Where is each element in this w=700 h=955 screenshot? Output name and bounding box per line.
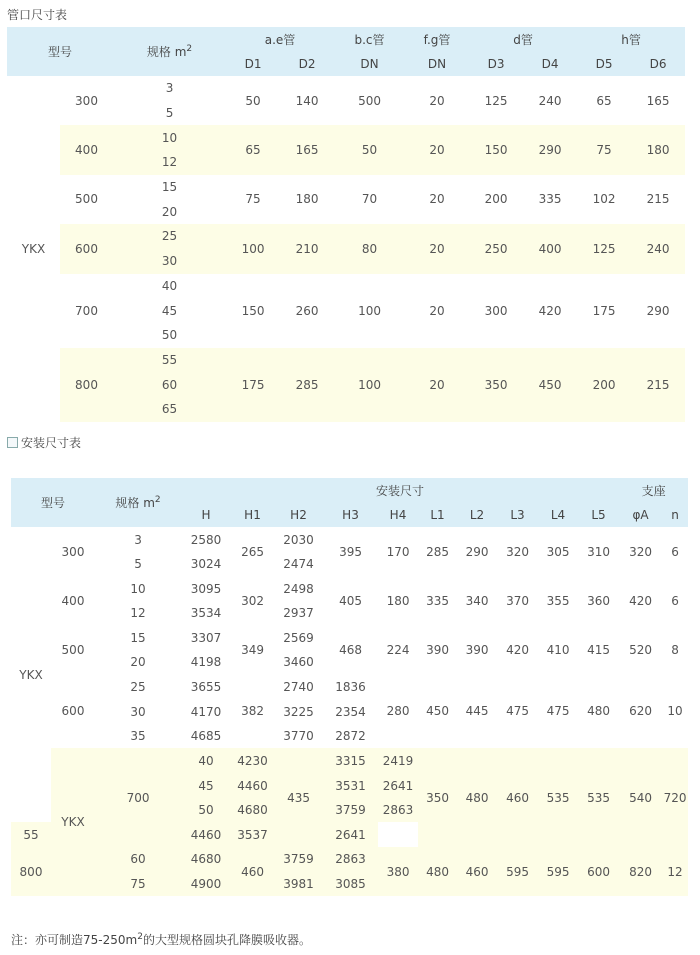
header-h: H <box>181 503 231 527</box>
l4-cell: 355 <box>546 593 570 608</box>
l3-cell: 420 <box>506 642 529 657</box>
n-cell: 12 <box>667 864 683 879</box>
h3-cell: 2863 <box>382 803 414 817</box>
dn-fg-cell: 20 <box>429 93 445 108</box>
h1-cell: 265 <box>241 544 264 559</box>
spec-cell: 15 <box>130 630 146 645</box>
l3-cell: 320 <box>506 544 529 559</box>
pipe-size-table-title: 管口尺寸表 <box>7 8 68 22</box>
d3-cell: 300 <box>484 303 508 318</box>
table-row <box>7 224 685 249</box>
model-cell: YKX <box>61 815 85 829</box>
h3-cell: 405 <box>339 593 362 608</box>
d2-cell: 140 <box>295 93 319 108</box>
d3-cell: 250 <box>469 224 523 273</box>
h1-cell: 349 <box>241 642 264 657</box>
spec-cell: 30 <box>113 249 226 274</box>
spec-cell: 25 <box>113 224 226 249</box>
header-phi-a: φA <box>619 503 662 527</box>
spec-cell: 35 <box>130 729 146 743</box>
h2-cell: 3225 <box>283 704 314 719</box>
spec-cell: 20 <box>161 204 178 219</box>
spec-cell: 40 <box>198 753 214 768</box>
h1-cell: 435 <box>287 790 310 805</box>
h3-cell: 3085 <box>335 876 366 891</box>
h2-cell: 3531 <box>335 778 366 793</box>
phi-a-cell: 820 <box>629 864 653 879</box>
h4-cell: 170 <box>386 544 410 559</box>
d2-cell: 285 <box>280 348 334 422</box>
l4-cell: 305 <box>546 544 570 559</box>
size-cell: 500 <box>75 192 98 207</box>
size-cell: 300 <box>61 544 85 559</box>
spec-cell: 65 <box>113 397 226 422</box>
h-cell: 4680 <box>190 852 222 866</box>
install-size-table-title: 安装尺寸表 <box>7 434 81 451</box>
d2-cell: 180 <box>295 192 319 207</box>
h2-cell: 3537 <box>237 827 268 842</box>
h-cell: 3534 <box>190 606 222 620</box>
l2-cell: 445 <box>465 704 489 718</box>
l4-cell: 535 <box>587 790 610 805</box>
spec-cell: 55 <box>23 827 39 842</box>
l3-cell: 475 <box>506 704 529 718</box>
d3-cell: 350 <box>469 348 523 422</box>
h2-cell: 2937 <box>283 606 314 620</box>
header-h4: H4 <box>378 503 418 527</box>
install-size-table <box>11 478 688 896</box>
header-h3: H3 <box>323 503 378 527</box>
h2-cell: 3770 <box>283 729 314 743</box>
spec-cell: 10 <box>130 581 146 596</box>
l4-cell: 595 <box>546 864 570 879</box>
size-cell: 700 <box>75 303 98 318</box>
table-row <box>7 175 685 200</box>
phi-a-cell: 520 <box>629 642 653 657</box>
l2-cell: 460 <box>465 864 489 879</box>
h2-cell: 2569 <box>283 630 314 645</box>
header-d3: D3 <box>469 51 523 76</box>
size-cell: 800 <box>19 864 43 879</box>
l5-cell: 310 <box>587 544 610 559</box>
header-l5: L5 <box>578 503 619 527</box>
header-d2: D2 <box>280 51 334 76</box>
header-spec: 规格 $m^2$ <box>95 478 181 527</box>
l2-cell: 290 <box>465 544 489 559</box>
l5-cell: 360 <box>587 593 610 608</box>
n-cell: 6 <box>671 544 679 559</box>
n-cell: 8 <box>671 642 679 657</box>
h-cell: 4460 <box>190 827 222 842</box>
h-cell: 4460 <box>237 778 268 793</box>
size-cell: 300 <box>75 93 98 108</box>
h2-cell: 3759 <box>335 803 366 817</box>
header-install-size: 安装尺寸 <box>181 478 619 503</box>
h-cell: 4685 <box>190 729 222 743</box>
h3-cell: 1836 <box>335 679 366 694</box>
l3-cell: 535 <box>546 790 570 805</box>
table-row <box>7 76 685 101</box>
spec-cell: 60 <box>130 852 146 866</box>
h-cell: 3307 <box>190 630 222 645</box>
h-cell: 4170 <box>190 704 222 719</box>
h4-cell: 350 <box>426 790 449 805</box>
dn-fg-cell: 20 <box>429 303 445 318</box>
model-cell: YKX <box>19 667 43 682</box>
size-cell: 600 <box>61 704 85 718</box>
h3-cell: 2863 <box>335 852 366 866</box>
header-dn-bc: DN <box>334 51 405 76</box>
l4-cell: 410 <box>546 642 570 657</box>
header-h1: H1 <box>231 503 274 527</box>
spec-cell: 12 <box>130 606 146 620</box>
header-bc-pipe: b.c管 <box>334 27 405 51</box>
d3-cell: 125 <box>484 93 508 108</box>
d4-cell: 400 <box>523 224 577 273</box>
l1-cell: 480 <box>426 864 449 879</box>
h-cell: 4198 <box>190 655 222 669</box>
checkbox-icon <box>7 437 18 448</box>
header-model: 型号 <box>7 27 113 76</box>
table-row <box>7 125 685 150</box>
phi-a-cell: 420 <box>629 593 653 608</box>
d6-cell: 215 <box>631 348 685 422</box>
l2-cell: 340 <box>465 593 489 608</box>
h2-cell: 3759 <box>283 852 314 866</box>
spec-cell: 5 <box>165 106 174 121</box>
h1-cell: 382 <box>241 704 264 718</box>
l5-cell: 540 <box>629 790 653 805</box>
dn-bc-cell: 500 <box>358 93 381 108</box>
header-l2: L2 <box>457 503 497 527</box>
dn-fg-cell: 20 <box>405 125 469 174</box>
l2-cell: 390 <box>465 642 489 657</box>
header-spec: 规格 $m^2$ <box>113 27 226 76</box>
header-l1: L1 <box>418 503 457 527</box>
d4-cell: 335 <box>538 192 562 207</box>
d2-cell: 260 <box>295 303 319 318</box>
h-cell: 3024 <box>190 557 222 571</box>
h4-cell: 224 <box>386 642 410 657</box>
d3-cell: 200 <box>484 192 508 207</box>
size-cell: 600 <box>60 224 113 273</box>
h4-cell: 380 <box>386 864 410 879</box>
dn-bc-cell: 100 <box>358 303 381 318</box>
l2-cell: 460 <box>506 790 529 805</box>
dn-bc-cell: 70 <box>361 192 378 207</box>
d1-cell: 175 <box>226 348 280 422</box>
d5-cell: 175 <box>592 303 616 318</box>
header-fg-pipe: f.g管 <box>405 27 469 51</box>
size-cell: 400 <box>60 125 113 174</box>
d6-cell: 180 <box>631 125 685 174</box>
dn-fg-cell: 20 <box>429 192 445 207</box>
dn-fg-cell: 20 <box>405 348 469 422</box>
pipe-size-table <box>7 27 685 422</box>
d2-cell: 165 <box>280 125 334 174</box>
h-cell: 4230 <box>237 753 268 768</box>
model-cell: YKX <box>21 241 46 256</box>
h3-cell: 395 <box>339 544 362 559</box>
d5-cell: 102 <box>592 192 616 207</box>
h3-cell: 2872 <box>335 729 366 743</box>
h2-cell: 2030 <box>283 532 314 547</box>
dn-bc-cell: 80 <box>334 224 405 273</box>
h2-cell: 2474 <box>283 557 314 571</box>
d4-cell: 240 <box>538 93 562 108</box>
header-h2: H2 <box>274 503 323 527</box>
l1-cell: 480 <box>465 790 489 805</box>
header-d6: D6 <box>631 51 685 76</box>
spec-cell: 55 <box>113 348 226 373</box>
footnote: 注：亦可制造$75-250m^2$的大型规格圆块孔降膜吸收器。 <box>11 932 311 947</box>
h-cell: 3655 <box>190 679 222 694</box>
spec-cell: 20 <box>130 655 146 669</box>
dn-bc-cell: 100 <box>334 348 405 422</box>
h2-cell: 3315 <box>335 753 366 768</box>
d1-cell: 150 <box>241 303 265 318</box>
d2-cell: 210 <box>280 224 334 273</box>
l3-cell: 370 <box>506 593 529 608</box>
spec-cell: 50 <box>161 328 178 343</box>
h3-cell: 2354 <box>335 704 366 719</box>
spec-cell: 12 <box>113 150 226 175</box>
l5-cell: 480 <box>587 704 610 718</box>
h1-cell: 302 <box>241 593 264 608</box>
l4-cell: 475 <box>546 704 570 718</box>
header-d-pipe: d管 <box>469 27 577 51</box>
table-row <box>7 348 685 373</box>
l5-cell: 415 <box>587 642 610 657</box>
spec-cell: 5 <box>134 557 142 571</box>
spec-cell: 75 <box>130 876 146 891</box>
spec-cell: 30 <box>130 704 146 719</box>
h3-cell: 2419 <box>382 753 414 768</box>
d5-cell: 200 <box>577 348 631 422</box>
d1-cell: 75 <box>245 192 261 207</box>
h-cell: 4900 <box>190 876 222 891</box>
d5-cell: 75 <box>577 125 631 174</box>
header-d4: D4 <box>523 51 577 76</box>
l1-cell: 335 <box>426 593 449 608</box>
h3-cell: 468 <box>339 642 362 657</box>
h2-cell: 3460 <box>283 655 314 669</box>
h2-cell: 2740 <box>283 679 314 694</box>
h4-cell: 180 <box>386 593 410 608</box>
spec-cell: 45 <box>198 778 214 793</box>
d4-cell: 290 <box>523 125 577 174</box>
l1-cell: 390 <box>426 642 449 657</box>
size-cell: 700 <box>126 790 150 805</box>
h3-cell: 2641 <box>335 827 366 842</box>
spec-cell: 25 <box>130 679 146 694</box>
spec-cell: 10 <box>113 125 226 150</box>
phi-a-cell: 620 <box>629 704 653 718</box>
header-l3: L3 <box>497 503 538 527</box>
header-d1: D1 <box>226 51 280 76</box>
header-d5: D5 <box>577 51 631 76</box>
header-n: n <box>662 503 688 527</box>
size-cell: 400 <box>61 593 85 608</box>
d6-cell: 165 <box>646 93 670 108</box>
spec-cell: 3 <box>134 532 142 547</box>
d5-cell: 65 <box>596 93 612 108</box>
spec-cell: 45 <box>161 303 178 318</box>
d6-cell: 215 <box>646 192 670 207</box>
d3-cell: 150 <box>469 125 523 174</box>
spec-cell: 40 <box>161 278 178 293</box>
phi-a-cell: 720 <box>663 790 687 805</box>
phi-a-cell: 320 <box>629 544 653 559</box>
l1-cell: 285 <box>426 544 449 559</box>
d1-cell: 50 <box>245 93 261 108</box>
h1-cell: 460 <box>241 864 264 879</box>
h3-cell: 2641 <box>382 778 414 793</box>
d1-cell: 100 <box>226 224 280 273</box>
d1-cell: 65 <box>226 125 280 174</box>
h-cell: 2580 <box>190 532 222 547</box>
spec-cell: 3 <box>165 81 174 96</box>
header-ae-pipe: a.e管 <box>226 27 334 51</box>
size-cell: 500 <box>61 642 85 657</box>
header-dn-fg: DN <box>405 51 469 76</box>
spec-cell: 15 <box>161 180 178 195</box>
header-model: 型号 <box>11 478 95 527</box>
header-support: 支座 <box>619 478 688 503</box>
n-cell: 6 <box>671 593 679 608</box>
table-row <box>7 274 685 299</box>
d6-cell: 240 <box>631 224 685 273</box>
h4-cell: 280 <box>386 704 410 718</box>
n-cell: 10 <box>667 704 683 718</box>
h-cell: 3095 <box>190 581 222 596</box>
spec-cell: 60 <box>113 372 226 397</box>
header-h-pipe: h管 <box>577 27 685 51</box>
h-cell: 4680 <box>237 803 268 817</box>
l5-cell: 600 <box>587 864 610 879</box>
dn-bc-cell: 50 <box>334 125 405 174</box>
spec-cell: 50 <box>198 803 214 817</box>
dn-fg-cell: 20 <box>405 224 469 273</box>
h2-cell: 3981 <box>283 876 314 891</box>
size-cell: 800 <box>60 348 113 422</box>
l1-cell: 450 <box>426 704 449 718</box>
d4-cell: 420 <box>538 303 562 318</box>
header-l4: L4 <box>538 503 578 527</box>
l3-cell: 595 <box>506 864 529 879</box>
d4-cell: 450 <box>523 348 577 422</box>
h2-cell: 2498 <box>283 581 314 596</box>
d5-cell: 125 <box>577 224 631 273</box>
d6-cell: 290 <box>646 303 670 318</box>
